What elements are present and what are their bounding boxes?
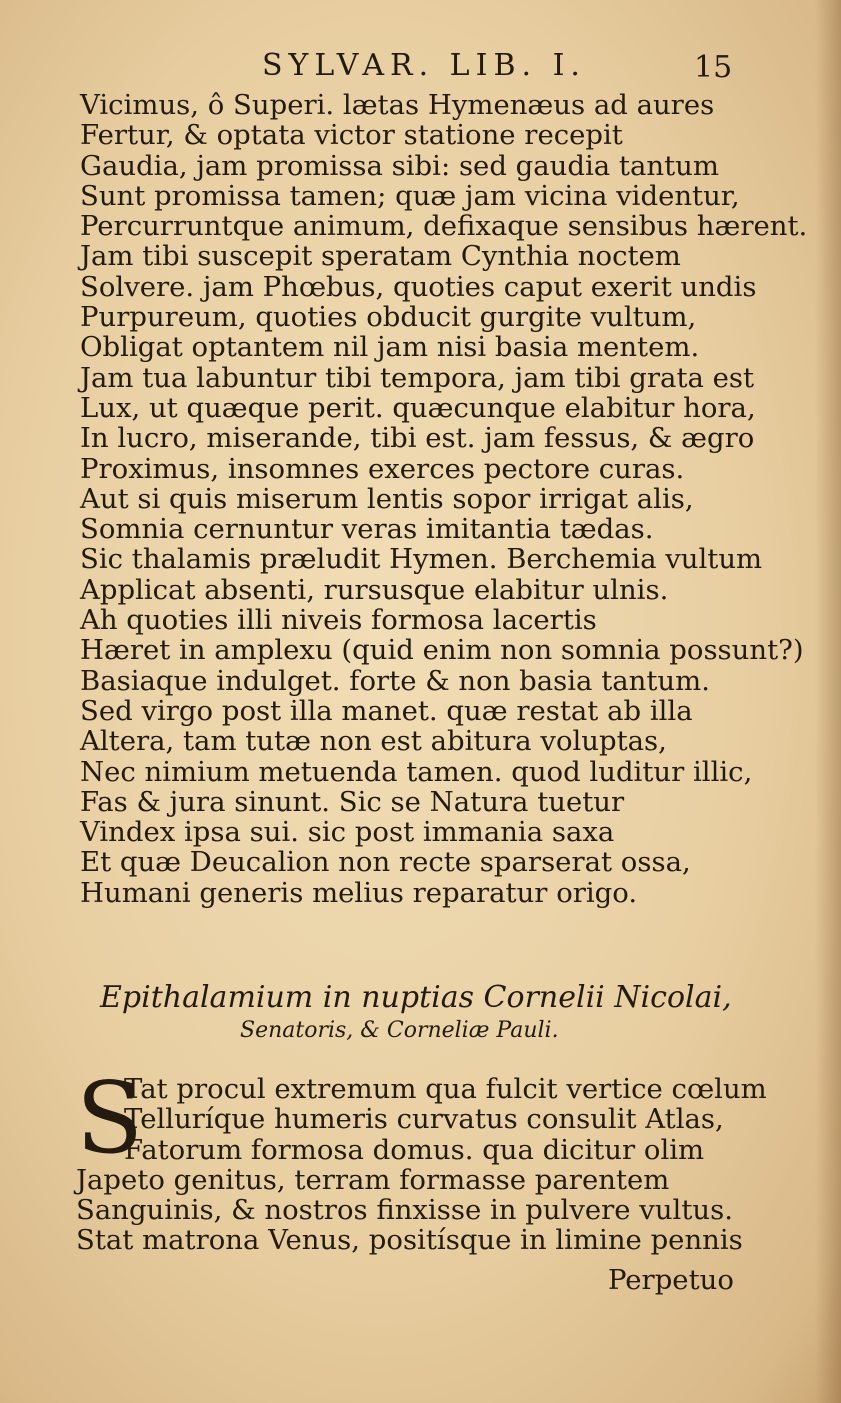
poem-line: Sunt promissa tamen; quæ jam vicina videntur, xyxy=(80,179,740,212)
poem-text xyxy=(80,89,808,909)
poem-line: Ah quoties illi niveis formosa lacertis xyxy=(80,604,597,637)
poem-line: Basiaque indulget. forte & non basia tantum. xyxy=(80,664,710,697)
poem-line: Vindex ipsa sui. sic post immania saxa xyxy=(80,816,615,849)
poem-line: Fatorum formosa domus. qua dicitur olim xyxy=(124,1133,705,1166)
poem-line: Sanguinis, & nostros finxisse in pulvere vultus. xyxy=(76,1194,733,1227)
poem-line: In lucro, miserande, tibi est. jam fessus, & ægro xyxy=(80,422,755,455)
poem-line: Somnia cernuntur veras imitantia tædas. xyxy=(80,513,654,546)
poem-line: Proximus, insomnes exerces pectore curas. xyxy=(80,452,685,485)
running-head: SYLVAR. LIB. I. xyxy=(262,48,586,83)
catchword: Perpetuo xyxy=(608,1264,734,1296)
poem-line: Vicimus, ô Superi. lætas Hymenæus ad aures xyxy=(80,89,715,121)
poem-line: Purpureum, quoties obducit gurgite vultum, xyxy=(80,301,697,334)
page-edge-shadow xyxy=(815,0,841,1403)
poem-line: Et quæ Deucalion non recte sparserat ossa, xyxy=(80,846,691,879)
poem-line: Applicat absenti, rursusque elabitur ulnis. xyxy=(80,573,669,606)
poem-line: Nec nimium metuenda tamen. quod luditur illic, xyxy=(80,755,753,788)
poem-line: Percurruntque animum, defixaque sensibus hærent. xyxy=(80,210,808,243)
title-line: Epithalamium in nuptias Cornelii Nicolai, xyxy=(100,980,732,1015)
poem-line: Japeto genitus, terram formasse parentem xyxy=(76,1163,670,1196)
poem-line: Tat procul extremum qua fulcit vertice cœlum xyxy=(124,1073,767,1105)
page-number: 15 xyxy=(694,50,733,85)
poem-line: Sic thalamis præludit Hymen. Berchemia vultum xyxy=(80,543,763,576)
poem-line: Hæret in amplexu (quid enim non somnia possunt?) xyxy=(80,634,804,667)
poem-line: Sed virgo post illa manet. quæ restat ab illa xyxy=(80,694,693,727)
poem-line: Jam tua labuntur tibi tempora, jam tibi grata est xyxy=(80,361,755,394)
poem-line: Telluríque humeris curvatus consulit Atlas, xyxy=(124,1103,724,1136)
poem-line: Lux, ut quæque perit. quæcunque elabitur hora, xyxy=(80,391,756,424)
poem-line: Gaudia, jam promissa sibi: sed gaudia tantum xyxy=(80,149,719,182)
epithalamium-title xyxy=(100,980,740,1046)
drop-cap-initial: S xyxy=(76,1062,144,1176)
second-poem xyxy=(76,1062,767,1257)
poem-line: Solvere. jam Phœbus, quoties caput exerit undis xyxy=(80,270,757,303)
poem-line: Obligat optantem nil jam nisi basia mentem. xyxy=(80,331,700,364)
poem-line: Humani generis melius reparatur origo. xyxy=(80,876,638,909)
poem-line: Fas & jura sinunt. Sic se Natura tuetur xyxy=(80,785,625,818)
poem-line: Stat matrona Venus, positísque in limine pennis xyxy=(76,1224,743,1257)
poem-line: Fertur, & optata victor statione recepit xyxy=(80,119,623,152)
title-subline: Senatoris, & Corneliæ Pauli. xyxy=(240,1018,559,1043)
poem-line: Altera, tam tutæ non est abitura voluptas, xyxy=(80,725,667,758)
poem-line: Aut si quis miserum lentis sopor irrigat alis, xyxy=(80,482,694,515)
poem-line: Jam tibi suscepit speratam Cynthia noctem xyxy=(80,240,681,273)
